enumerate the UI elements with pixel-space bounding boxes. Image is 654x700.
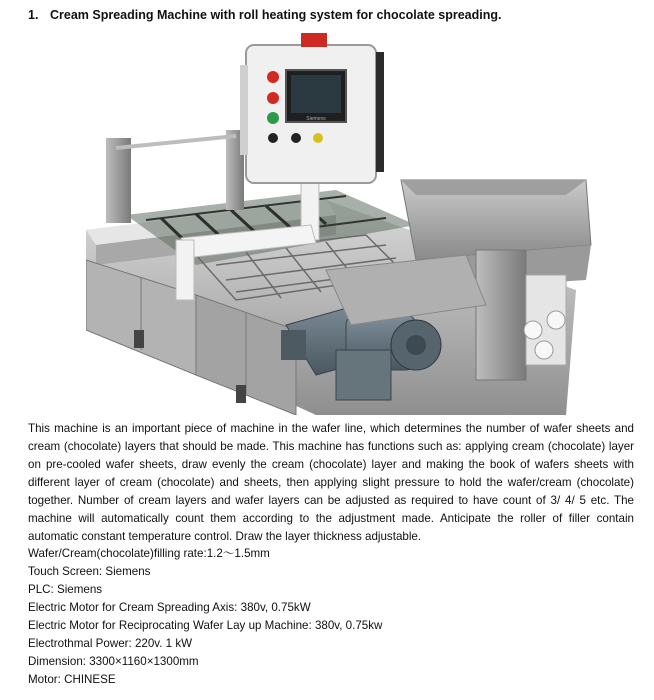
spec-item: Dimension: 3300×1160×1300mm (28, 655, 199, 668)
spec-item: Electric Motor for Cream Spreading Axis: 380v, 0.75kW (28, 601, 311, 614)
spec-item: Electric Motor for Reciprocating Wafer Lay up Machine: 380v, 0.75kw (28, 619, 383, 632)
section-title: Cream Spreading Machine with roll heating system for chocolate spreading. (50, 8, 502, 22)
section-heading (28, 8, 502, 22)
description-paragraph: This machine is an important piece of machine in the wafer line, which determines the number of wafer sheets and cream (chocolate) layers that should be made. This machine has functions such as: applying cream (chocolate) layer on pre-cooled wafer sheets, draw evenly the cream (chocolate) layer and making the book of wafers sheets with different layer of cream (chocolate) and sheets, then applying slight pressure to hold the wafer/cream (chocolate) together. Number of cream layers and wafer layers can be adjusted as required to have count of 3/ 4/ 5 etc. The machine will automatically count them according to the adjustment made. Anticipate the roller of filler contain automatic constant temperature control. Draw the layer thickness adjustable. (28, 422, 634, 543)
spec-list (28, 545, 382, 689)
spec-item: PLC: Siemens (28, 583, 103, 596)
section-number: 1. (28, 8, 39, 22)
panel-brand-label: Siemens (306, 116, 326, 122)
spec-item: Touch Screen: Siemens (28, 565, 151, 578)
spec-item: Motor: CHINESE (28, 673, 116, 686)
control-panel (240, 33, 384, 183)
spec-item: Electrothmal Power: 220v. 1 kW (28, 637, 193, 650)
machine-photo (86, 30, 611, 415)
spec-item: Wafer/Cream(chocolate)filling rate:1.2～1.5mm (28, 547, 270, 560)
